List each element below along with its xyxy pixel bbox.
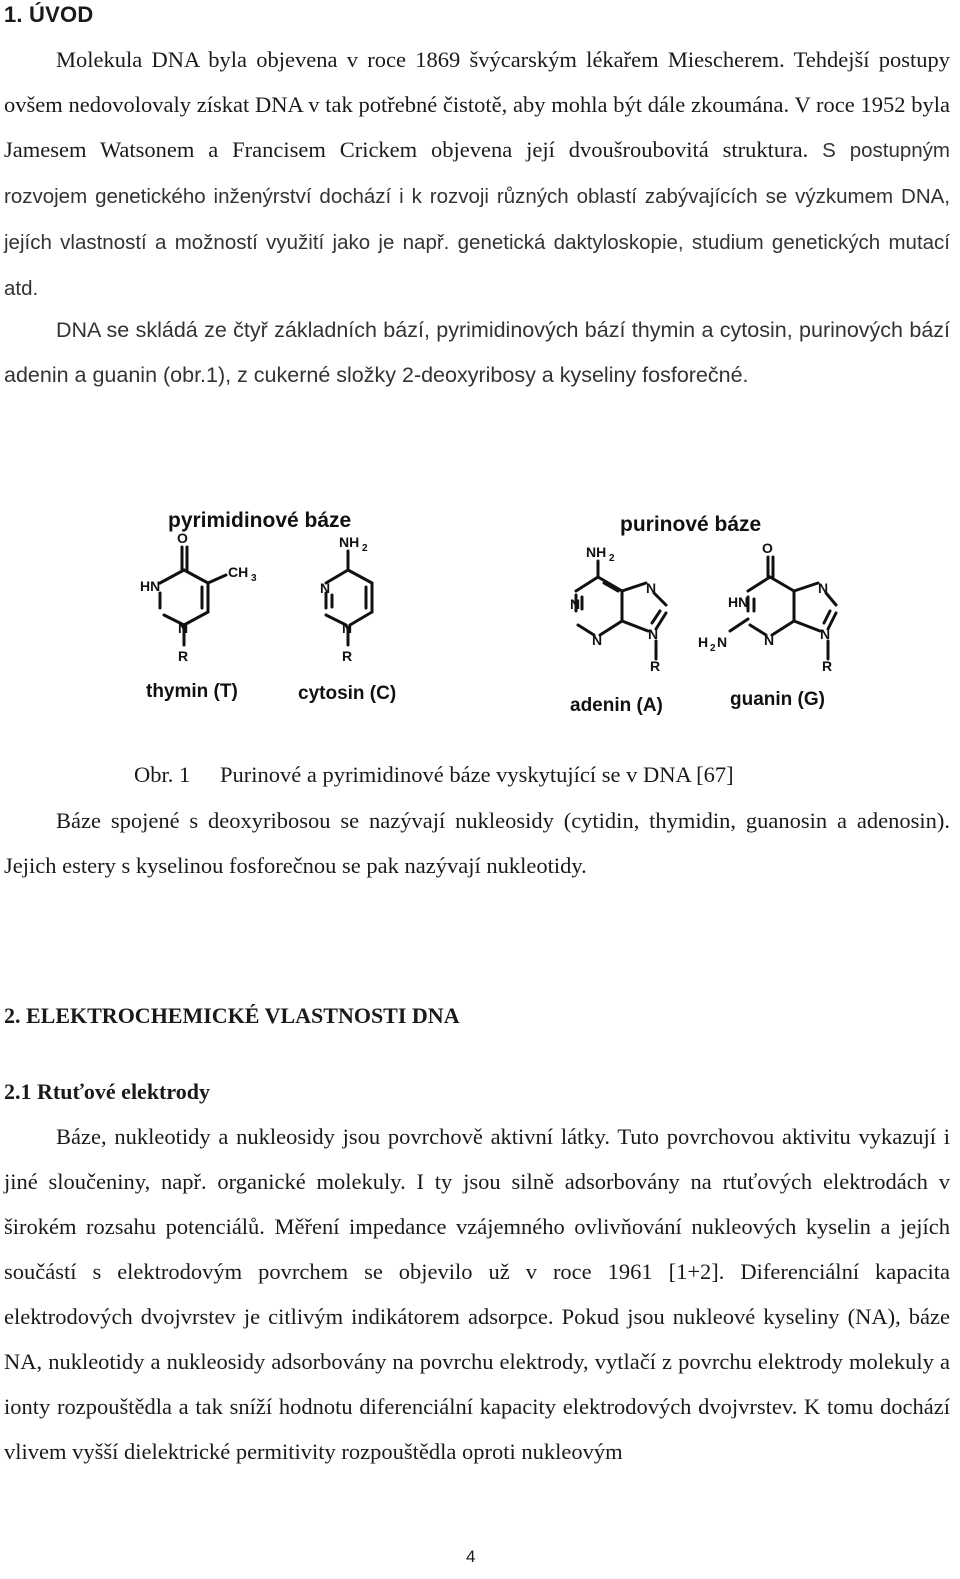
svg-text:2: 2	[609, 553, 615, 564]
cytosine-label: cytosin (C)	[298, 683, 397, 704]
svg-text:NH: NH	[586, 544, 607, 560]
page-number: 4	[466, 1547, 476, 1566]
purine-title: purinové báze	[620, 513, 762, 536]
svg-text:N: N	[764, 632, 775, 648]
thymine-label: thymin (T)	[146, 681, 238, 702]
svg-text:N: N	[342, 620, 353, 636]
caption-text: Purinové a pyrimidinové báze vyskytující se v DNA [67]	[220, 762, 734, 787]
svg-text:R: R	[822, 658, 833, 674]
electrodes-paragraph	[4, 1114, 950, 1474]
nucleosides-text: Báze spojené s deoxyribosou se nazývají nukleosidy (cytidin, thymidin, guanosin a adenosin). Jejich estery s kyselinou fosforečnou se pak nazývají nukleotidy.	[4, 808, 950, 878]
section-2-1-heading: 2.1 Rtuťové elektrody	[4, 1079, 210, 1104]
adenine-structure	[576, 561, 666, 659]
intro-text-serif: Molekula DNA byla objevena v roce 1869 švýcarským lékařem Miescherem. Tehdejší postupy ovšem nedovolovaly získat DNA v tak potřebné čistotě, aby mohla být dále zkoumána. V roce 1952 byla Jamesem Watsonem a Francisem Crickem objevena její dvoušroubovitá struktura.	[4, 47, 950, 162]
svg-text:O: O	[177, 530, 188, 546]
svg-text:2: 2	[362, 543, 368, 554]
caption-number: Obr. 1	[134, 762, 191, 787]
composition-text: DNA se skládá ze čtyř základních bází, pyrimidinových bází thymin a cytosin, purinových bází adenin a guanin (obr.1), z cukerné složky 2-deoxyribosy a kyseliny fosforečné.	[4, 318, 950, 387]
svg-text:N: N	[818, 580, 829, 596]
svg-text:N: N	[648, 626, 659, 642]
svg-text:N: N	[646, 580, 657, 596]
svg-text:HN: HN	[728, 594, 749, 610]
nucleosides-paragraph	[4, 798, 950, 888]
thymine-structure	[160, 547, 226, 645]
svg-text:HN: HN	[140, 578, 161, 594]
adenine-label: adenin (A)	[570, 695, 663, 716]
composition-paragraph	[4, 308, 950, 398]
section-1-heading: 1. ÚVOD	[4, 2, 94, 27]
svg-text:O: O	[762, 540, 773, 556]
svg-text:NH: NH	[339, 534, 360, 550]
electrodes-text: Báze, nukleotidy a nukleosidy jsou povrchově aktivní látky. Tuto povrchovou aktivitu vykazují i jiné sloučeniny, např. organické molekuly. I ty jsou silně adsorbovány na rtuťových elektrodách v širokém rozsahu potenciálů. Měření impedance vzájemného ovlivňování nukleových kyselin a jejích součástí s elektrodovým povrchem se objevilo už v roce 1961 [1+2]. Diferenciální kapacita elektrodových dvojvrstev je citlivým indikátorem adsorpce. Pokud jsou nukleové kyseliny (NA), báze NA, nukleotidy a nukleosidy adsorbovány na povrchu elektrody, vytlačí z povrchu elektrody molekuly a ionty rozpouštědla a tak sníží hodnotu diferenciální kapacity elektrodových dvojvrstev. K tomu dochází vlivem vyšší dielektrické permitivity rozpouštědla oproti nukleovým	[4, 1124, 950, 1464]
svg-text:2: 2	[710, 643, 716, 654]
svg-text:N: N	[570, 596, 581, 612]
svg-text:H: H	[698, 634, 709, 650]
svg-text:N: N	[320, 580, 331, 596]
svg-text:3: 3	[251, 573, 257, 584]
svg-text:CH: CH	[228, 564, 249, 580]
intro-paragraph	[4, 37, 950, 311]
svg-text:N: N	[717, 634, 728, 650]
pyrimidine-title: pyrimidinové báze	[168, 509, 352, 532]
svg-text:R: R	[650, 658, 661, 674]
figure-caption	[134, 757, 734, 793]
svg-text:N: N	[178, 620, 189, 636]
figure-nucleobases	[130, 495, 850, 730]
section-2-heading: 2. ELEKTROCHEMICKÉ VLASTNOSTI DNA	[4, 1003, 460, 1028]
svg-text:R: R	[342, 648, 353, 664]
svg-text:N: N	[592, 632, 603, 648]
guanine-label: guanin (G)	[730, 689, 825, 710]
intro-text-sans: S postupným rozvojem genetického inženýrství dochází i k rozvoji různých oblastí zabývajících se výzkumem DNA, jejích vlastností a možností využití jako je např. genetická daktyloskopie, studium genetických mutací atd.	[4, 139, 950, 300]
svg-text:R: R	[178, 648, 189, 664]
nucleobase-structures	[130, 495, 850, 730]
svg-text:N: N	[820, 626, 831, 642]
